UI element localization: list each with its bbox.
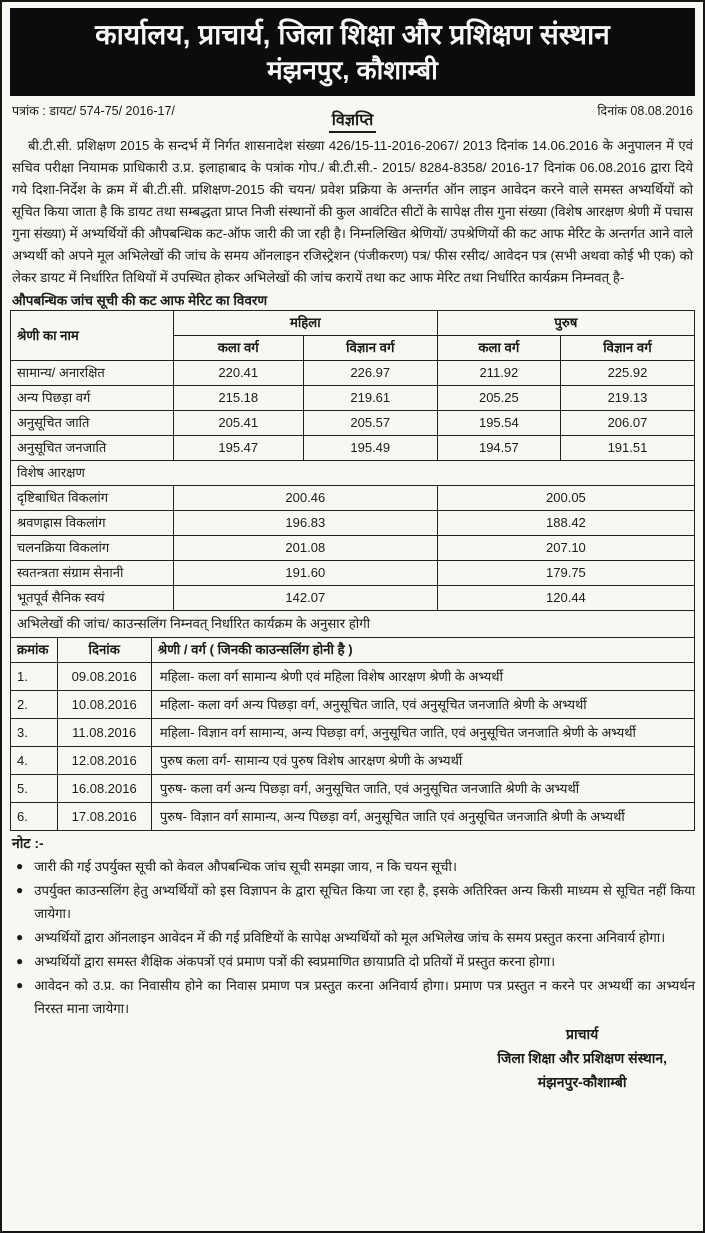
merit-value: 206.07	[560, 411, 694, 436]
merit-value: 195.47	[173, 436, 303, 461]
merit-value: 196.83	[173, 511, 437, 536]
merit-category: स्वतन्त्रता संग्राम सेनानी	[11, 561, 174, 586]
merit-value: 142.07	[173, 586, 437, 611]
merit-category: अनुसूचित जनजाति	[11, 436, 174, 461]
merit-table	[10, 310, 695, 611]
schedule-row	[11, 663, 695, 691]
note-text: जारी की गई उपर्युक्त सूची को केवल औपबन्धिक जांच सूची समझा जाय, न कि चयन सूची।	[34, 859, 457, 875]
schedule-desc: महिला- कला वर्ग अन्य पिछड़ा वर्ग, अनुसूचित जाति, एवं अनुसूचित जनजाति श्रेणी के अभ्यर्थी	[151, 691, 694, 719]
schedule-date: 12.08.2016	[57, 747, 151, 775]
merit-subheader: विज्ञान वर्ग	[303, 336, 437, 361]
schedule-sno: 6.	[11, 803, 58, 831]
merit-special-section-row	[11, 461, 695, 486]
schedule-intro: अभिलेखों की जांच/ काउन्सलिंग निम्नवत् निर्धारित कार्यक्रम के अनुसार होगी	[10, 610, 695, 638]
merit-row	[11, 361, 695, 386]
merit-group-male: पुरुष	[437, 311, 694, 336]
merit-category: चलनक्रिया विकलांग	[11, 536, 174, 561]
schedule-desc: महिला- कला वर्ग सामान्य श्रेणी एवं महिला विशेष आरक्षण श्रेणी के अभ्यर्थी	[151, 663, 694, 691]
merit-value: 219.61	[303, 386, 437, 411]
bullet-icon: ●	[16, 978, 24, 993]
merit-value: 179.75	[437, 561, 694, 586]
merit-value: 200.05	[437, 486, 694, 511]
merit-special-row	[11, 561, 695, 586]
letterhead-line2: मंझनपुर, कौशाम्बी	[267, 54, 438, 85]
note-text: अभ्यर्थियों द्वारा ऑनलाइन आवेदन में की गई प्रविष्टियों के सापेक्ष अभ्यर्थियों को मूल अभिलेख जांच के समय प्रस्तुत करना अनिवार्य होगा।	[34, 930, 666, 946]
notes-heading: नोट :-	[12, 835, 44, 852]
intro-paragraph: बी.टी.सी. प्रशिक्षण 2015 के सन्दर्भ में निर्गत शासनादेश संख्या 426/15-11-2016-2067/ 2013 दिनांक 14.06.2016 के अनुपालन में एवं सचिव परीक्षा नियामक प्राधिकारी उ.प्र. इलाहाबाद के पत्रांक गोप./ बी.टी.सी.- 2015/ 8284-8358/ 2016-17 दिनांक 06.08.2016 द्वारा दिये गये दिशा-निर्देश के क्रम में बी.टी.सी. प्रशिक्षण-2015 की चयन/ प्रवेश प्रक्रिया के अन्तर्गत ऑन लाइन आवेदन करने वाले समस्त अभ्यर्थियों को सूचित किया जाता है कि डायट तथा सम्बद्धता प्राप्त निजी संस्थानों की कुल आवंटित सीटों के सापेक्ष तीस गुना संख्या (विशेष आरक्षण श्रेणी में पचास गुना संख्या) में अभ्यर्थियों की औपबन्धिक कट-ऑफ जारी की जा रही है। निम्नलिखित श्रेणियों/ उपश्रेणियों की कट आफ मेरिट के अन्तर्गत आने वाले अभ्यर्थी को अपने मूल अभिलेखों की जांच के समय ऑनलाइन रजिस्ट्रेशन (पंजीकरण) पत्र/ फीस रसीद/ आवेदन पत्र (सभी अथवा कोई भी एक) को लेकर डायट में निर्धारित तिथियों में उपस्थित होकर अभिलेखों की जांच करायें तथा कट आफ मेरिट तथा निर्धारित कार्यक्रम निम्नवत् है-	[12, 138, 694, 286]
signature-designation: प्राचार्य	[566, 1026, 599, 1043]
schedule-header-category: श्रेणी / वर्ग ( जिनकी काउन्सलिंग होनी है )	[151, 638, 694, 663]
bullet-icon: ●	[16, 859, 24, 874]
schedule-desc: पुरुष- कला वर्ग अन्य पिछड़ा वर्ग, अनुसूचित जाति, एवं अनुसूचित जनजाति श्रेणी के अभ्यर्थी	[151, 775, 694, 803]
note-item	[10, 879, 695, 925]
letterhead-banner	[10, 8, 695, 96]
merit-value: 211.92	[437, 361, 560, 386]
schedule-row	[11, 803, 695, 831]
schedule-header-date: दिनांक	[57, 638, 151, 663]
signature-institution: जिला शिक्षा और प्रशिक्षण संस्थान,	[497, 1050, 667, 1067]
schedule-row	[11, 747, 695, 775]
merit-subheader: कला वर्ग	[437, 336, 560, 361]
merit-value: 120.44	[437, 586, 694, 611]
note-item	[10, 855, 695, 878]
schedule-date: 11.08.2016	[57, 719, 151, 747]
merit-value: 201.08	[173, 536, 437, 561]
note-text: उपर्युक्त काउन्सलिंग हेतु अभ्यर्थियों को इस विज्ञापन के द्वारा सूचित किया जा रहा है, इसके अतिरिक्त अन्य किसी माध्यम से सूचित नहीं किया जायेगा।	[34, 883, 695, 922]
schedule-row	[11, 691, 695, 719]
schedule-header-row	[11, 638, 695, 663]
schedule-sno: 4.	[11, 747, 58, 775]
schedule-sno: 1.	[11, 663, 58, 691]
schedule-row	[11, 775, 695, 803]
merit-category: श्रवणह्रास विकलांग	[11, 511, 174, 536]
merit-group-female: महिला	[173, 311, 437, 336]
note-text: आवेदन को उ.प्र. का निवासीय होने का निवास प्रमाण पत्र प्रस्तुत करना अनिवार्य होगा। प्रमाण पत्र प्रस्तुत न करने पर अभ्यर्थी का अभ्यर्थन निरस्त माना जायेगा।	[34, 978, 695, 1017]
note-item	[10, 974, 695, 1020]
note-item	[10, 950, 695, 973]
merit-row	[11, 386, 695, 411]
schedule-date: 16.08.2016	[57, 775, 151, 803]
merit-header-group-row	[11, 311, 695, 336]
merit-category: दृष्टिबाधित विकलांग	[11, 486, 174, 511]
merit-category: अन्य पिछड़ा वर्ग	[11, 386, 174, 411]
merit-row	[11, 411, 695, 436]
schedule-date: 17.08.2016	[57, 803, 151, 831]
merit-value: 195.54	[437, 411, 560, 436]
merit-special-row	[11, 536, 695, 561]
merit-special-row	[11, 486, 695, 511]
bullet-icon: ●	[16, 954, 24, 969]
merit-value: 205.41	[173, 411, 303, 436]
ref-number: पत्रांक : डायट/ 574-75/ 2016-17/	[12, 104, 175, 119]
schedule-sno: 2.	[11, 691, 58, 719]
merit-subheader: कला वर्ग	[173, 336, 303, 361]
note-item	[10, 926, 695, 949]
merit-value: 205.25	[437, 386, 560, 411]
issue-date: दिनांक 08.08.2016	[597, 104, 693, 119]
merit-value: 205.57	[303, 411, 437, 436]
merit-col1-header: श्रेणी का नाम	[11, 311, 174, 361]
schedule-sno: 3.	[11, 719, 58, 747]
merit-section-heading: औपबन्धिक जांच सूची की कट आफ मेरिट का विवरण	[12, 293, 268, 309]
merit-value: 226.97	[303, 361, 437, 386]
schedule-date: 10.08.2016	[57, 691, 151, 719]
schedule-row	[11, 719, 695, 747]
merit-value: 194.57	[437, 436, 560, 461]
schedule-header-sno: क्रमांक	[11, 638, 58, 663]
special-reservation-label: विशेष आरक्षण	[11, 461, 695, 486]
merit-value: 191.60	[173, 561, 437, 586]
merit-special-row	[11, 586, 695, 611]
schedule-desc: महिला- विज्ञान वर्ग सामान्य, अन्य पिछड़ा वर्ग, अनुसूचित जाति, एवं अनुसूचित जनजाति श्रेणी के अभ्यर्थी	[151, 719, 694, 747]
schedule-date: 09.08.2016	[57, 663, 151, 691]
merit-category: अनुसूचित जाति	[11, 411, 174, 436]
merit-value: 195.49	[303, 436, 437, 461]
signature-place: मंझनपुर-कौशाम्बी	[537, 1074, 627, 1091]
merit-row	[11, 436, 695, 461]
merit-category: सामान्य/ अनारक्षित	[11, 361, 174, 386]
merit-value: 191.51	[560, 436, 694, 461]
merit-category: भूतपूर्व सैनिक स्वयं	[11, 586, 174, 611]
schedule-sno: 5.	[11, 775, 58, 803]
notice-title: विज्ञप्ति	[329, 108, 377, 133]
merit-value: 219.13	[560, 386, 694, 411]
schedule-desc: पुरुष- विज्ञान वर्ग सामान्य, अन्य पिछड़ा वर्ग, अनुसूचित जाति एवं अनुसूचित जनजाति श्रेणी के अभ्यर्थी	[151, 803, 694, 831]
merit-subheader: विज्ञान वर्ग	[560, 336, 694, 361]
note-text: अभ्यर्थियों द्वारा समस्त शैक्षिक अंकपत्रों एवं प्रमाण पत्रों की स्वप्रमाणित छायाप्रति दो प्रतियों में प्रस्तुत करना होगा।	[34, 954, 556, 970]
bullet-icon: ●	[16, 883, 24, 898]
merit-value: 220.41	[173, 361, 303, 386]
merit-value: 225.92	[560, 361, 694, 386]
signature-block	[497, 1022, 667, 1094]
schedule-table	[10, 637, 695, 831]
letterhead-line1: कार्यालय, प्राचार्य, जिला शिक्षा और प्रशिक्षण संस्थान	[95, 19, 610, 50]
schedule-desc: पुरुष कला वर्ग- सामान्य एवं पुरुष विशेष आरक्षण श्रेणी के अभ्यर्थी	[151, 747, 694, 775]
merit-value: 207.10	[437, 536, 694, 561]
merit-special-row	[11, 511, 695, 536]
meta-row	[12, 100, 693, 133]
merit-value: 215.18	[173, 386, 303, 411]
merit-value: 188.42	[437, 511, 694, 536]
bullet-icon: ●	[16, 930, 24, 945]
merit-value: 200.46	[173, 486, 437, 511]
